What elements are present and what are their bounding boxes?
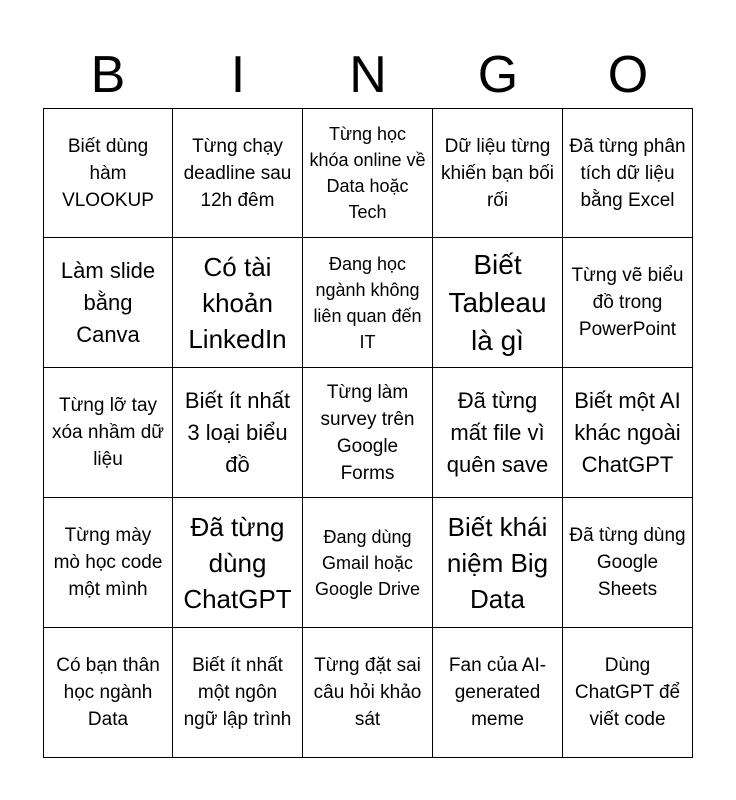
bingo-cell[interactable] bbox=[563, 238, 693, 368]
cell-text: Từng vẽ biểu đồ trong PowerPoint bbox=[571, 265, 684, 340]
cell-text: Đang học ngành không liên quan đến IT bbox=[313, 253, 422, 352]
cell-text: Đang dùng Gmail hoặc Google Drive bbox=[314, 526, 421, 599]
bingo-cell[interactable] bbox=[433, 108, 563, 238]
bingo-cell[interactable] bbox=[563, 498, 693, 628]
bingo-cell[interactable] bbox=[43, 108, 173, 238]
bingo-cell[interactable] bbox=[563, 108, 693, 238]
cell-text: Dùng ChatGPT để viết code bbox=[574, 655, 681, 730]
bingo-cell[interactable] bbox=[303, 238, 433, 368]
cell-text: Đã từng mất file vì quên save bbox=[446, 387, 549, 477]
cell-text: Có tài khoản LinkedIn bbox=[188, 251, 287, 354]
cell-text: Biết một AI khác ngoài ChatGPT bbox=[574, 387, 681, 477]
cell-text: Fan của AI-generated meme bbox=[448, 655, 547, 730]
header-letter-b: B bbox=[90, 46, 126, 104]
bingo-cell[interactable] bbox=[433, 238, 563, 368]
cell-text: Có bạn thân học ngành Data bbox=[56, 655, 160, 730]
bingo-cell[interactable] bbox=[563, 368, 693, 498]
bingo-cell[interactable] bbox=[43, 238, 173, 368]
bingo-cell[interactable] bbox=[173, 108, 303, 238]
bingo-cell[interactable] bbox=[303, 108, 433, 238]
bingo-cell[interactable] bbox=[433, 628, 563, 758]
cell-text: Biết ít nhất một ngôn ngữ lập trình bbox=[183, 655, 292, 730]
bingo-cell[interactable] bbox=[563, 628, 693, 758]
header-letter-i: I bbox=[230, 46, 246, 104]
bingo-cell[interactable] bbox=[433, 498, 563, 628]
cell-text: Từng đặt sai câu hỏi khảo sát bbox=[313, 655, 422, 730]
cell-text: Biết Tableau là gì bbox=[448, 248, 547, 356]
cell-text: Dữ liệu từng khiến bạn bối rối bbox=[440, 135, 555, 211]
cell-text: Đã từng phân tích dữ liệu bằng Excel bbox=[569, 135, 686, 211]
bingo-cell[interactable] bbox=[43, 498, 173, 628]
cell-text: Đã từng dùng ChatGPT bbox=[183, 511, 292, 614]
cell-text: Từng học khóa online về Data hoặc Tech bbox=[309, 124, 426, 222]
header-letter-n: N bbox=[349, 46, 387, 104]
cell-text: Biết dùng hàm VLOOKUP bbox=[62, 135, 154, 211]
cell-text: Làm slide bằng Canva bbox=[60, 257, 156, 347]
bingo-cell[interactable] bbox=[173, 368, 303, 498]
bingo-cell[interactable] bbox=[43, 628, 173, 758]
bingo-cell[interactable] bbox=[303, 628, 433, 758]
bingo-cell[interactable] bbox=[173, 498, 303, 628]
bingo-board bbox=[43, 108, 693, 758]
cell-text: Biết ít nhất 3 loại biểu đồ bbox=[184, 387, 291, 477]
header-letter-o: O bbox=[607, 46, 649, 104]
cell-text: Đã từng dùng Google Sheets bbox=[569, 525, 686, 600]
bingo-header bbox=[43, 42, 693, 108]
header-letter-g: G bbox=[477, 46, 519, 104]
bingo-cell[interactable] bbox=[303, 498, 433, 628]
cell-text: Từng chạy deadline sau 12h đêm bbox=[183, 135, 292, 211]
bingo-cell[interactable] bbox=[173, 628, 303, 758]
cell-text: Biết khái niệm Big Data bbox=[446, 511, 549, 614]
bingo-cell[interactable] bbox=[173, 238, 303, 368]
cell-text: Từng làm survey trên Google Forms bbox=[320, 381, 415, 484]
cell-text: Từng lỡ tay xóa nhầm dữ liệu bbox=[51, 395, 164, 470]
bingo-cell[interactable] bbox=[43, 368, 173, 498]
bingo-cell[interactable] bbox=[433, 368, 563, 498]
bingo-cell[interactable] bbox=[303, 368, 433, 498]
cell-text: Từng mày mò học code một mình bbox=[53, 525, 163, 600]
